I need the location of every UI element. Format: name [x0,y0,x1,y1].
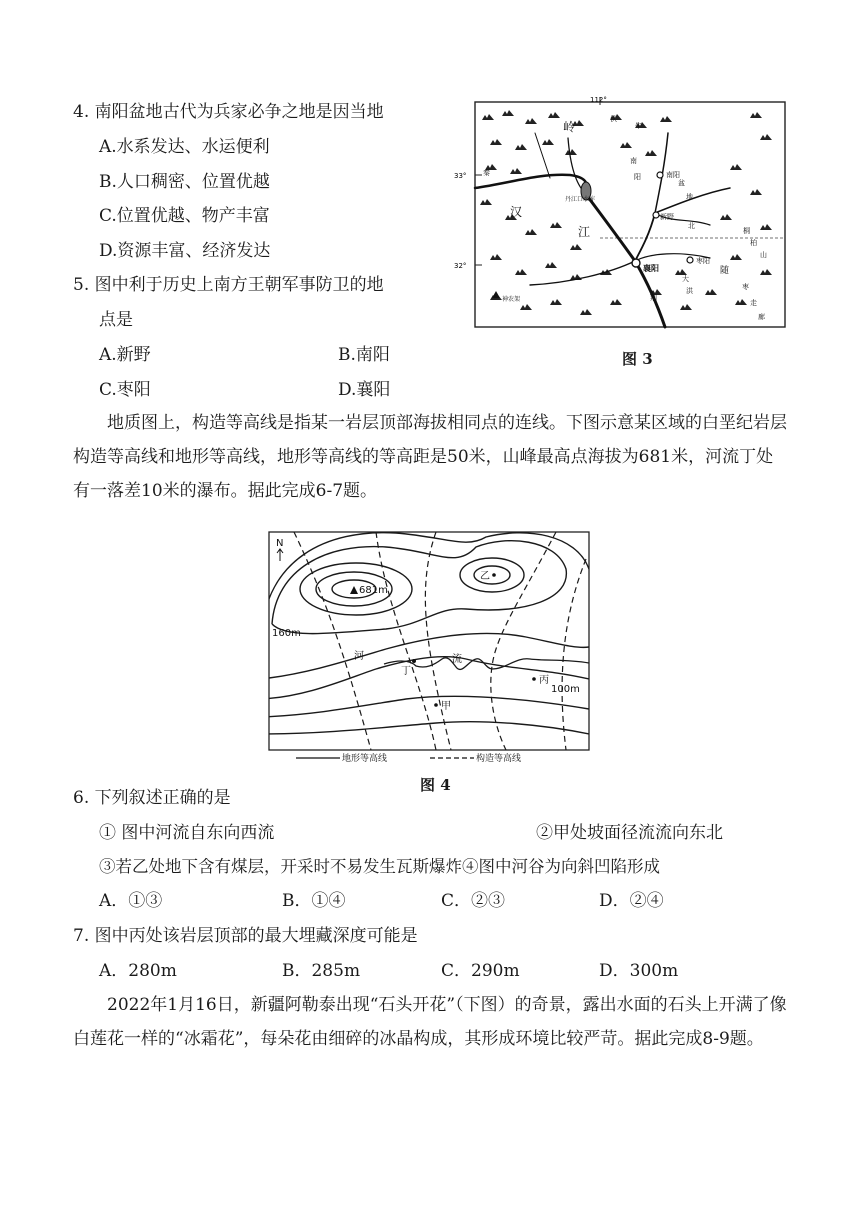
label-bing: 丙 [539,675,549,686]
label-qin: 秦 [483,169,490,177]
label-basin-3: 盆 [678,179,685,187]
lat-label-32: 32° [454,262,467,270]
q5-option-a: A.新野 [99,345,151,365]
q7-option-c: C．290m [441,961,520,981]
contour-100-label: 100m [551,684,580,695]
label-he: 河 [354,651,364,662]
q4-option-b: B.人口稠密、位置优越 [99,172,270,192]
q7-option-b: B．285m [282,961,361,981]
label-da: 大 [682,275,689,283]
q6-option-a: A．①③ [99,891,163,911]
label-shennong: 神农架 [502,296,521,303]
label-jia: 甲 [441,701,451,712]
q6-statement-2: ②甲处坡面径流流向东北 [536,823,723,843]
label-yi: 乙 [480,571,490,582]
label-shan: 山 [760,251,767,259]
q6-option-b: B．①④ [282,891,346,911]
q5-option-c: C.枣阳 [99,380,151,400]
label-jing: 荆 [650,294,657,302]
peak-label: 681m [359,585,388,596]
intro-paragraph-8-9: 2022年1月16日，新疆阿勒泰出现“石头开花”（下图）的奇景，露出水面的石头上开满了像白莲花一样的“冰霜花”，每朵花由细碎的冰晶构成，其形成环境比较严苛。据此完成8-9题。 [73,995,787,1049]
label-tong: 桐 [743,227,750,235]
label-han: 汉 [510,205,523,219]
q5-option-b: B.南阳 [338,345,390,365]
lon-label: 112° [590,96,607,104]
label-niu: 牛 [635,122,642,130]
q5-stem: 5. 图中利于历史上南方王朝军事防卫的地 [73,275,384,295]
label-zaoyang: 枣阳 [696,257,710,265]
label-fu: 伏 [610,115,617,123]
q5-stem-cont: 点是 [99,310,133,330]
q7-stem: 7. 图中丙处该岩层顶部的最大埋藏深度可能是 [73,926,418,946]
label-danjiang: 丹江口水库 [565,196,596,203]
contour-160-label: 160m [272,628,301,639]
legend-terrain: 地形等高线 [342,754,388,764]
label-ling: 岭 [563,120,576,134]
label-liu: 流 [452,654,462,665]
q4-option-c: C.位置优越、物产丰富 [99,206,270,226]
legend-structure: 构造等高线 [476,754,522,764]
label-basin-1: 南 [630,157,637,165]
label-zou: 走 [750,299,757,307]
label-bai: 柏 [750,239,757,247]
q4-stem: 4. 南阳盆地古代为兵家必争之地是因当地 [73,102,384,122]
figure-4-contour-map [266,529,594,765]
q6-statement-1: ① 图中河流自东向西流 [99,823,275,843]
q4-option-a: A.水系发达、水运便利 [99,137,270,157]
figure-3-map [450,93,795,333]
q7-option-a: A．280m [99,961,177,981]
label-basin-4: 地 [686,193,693,201]
figure-4-caption: 图 4 [420,776,451,794]
q7-option-d: D．300m [599,961,679,981]
intro-paragraph-6-7: 地质图上，构造等高线是指某一岩层顶部海拔相同点的连线。下图示意某区域的白垩纪岩层构造等高线和地形等高线，地形等高线的等高距是50米，山峰最高点海拔为681米，河流丁处有一落差10米的瀑布。据此完成6-7题。 [73,413,787,501]
lat-label-33: 33° [454,172,467,180]
label-ding: 丁 [401,666,411,677]
label-nanyang: 南阳 [666,171,680,179]
north-label: N [276,538,284,549]
q6-option-c: C．②③ [441,891,506,911]
q4-option-d: D.资源丰富、经济发达 [99,241,271,261]
label-hong: 洪 [686,287,693,295]
figure-3-caption: 图 3 [622,350,653,368]
q6-statements-3-4: ③若乙处地下含有煤层，开采时不易发生瓦斯爆炸④图中河谷为向斜凹陷形成 [99,857,660,876]
label-zao: 枣 [742,283,749,291]
q5-option-d: D.襄阳 [338,380,391,400]
label-xiangyang: 襄阳 [643,264,659,273]
label-xinye: 新野 [660,213,674,221]
label-lang: 廊 [758,313,765,321]
label-bei: 北 [688,222,695,230]
label-basin-2: 阳 [634,173,641,181]
label-sui: 随 [720,266,730,276]
q6-stem: 6. 下列叙述正确的是 [73,788,231,808]
q6-option-d: D．②④ [599,891,664,911]
label-jiang: 江 [578,225,591,239]
